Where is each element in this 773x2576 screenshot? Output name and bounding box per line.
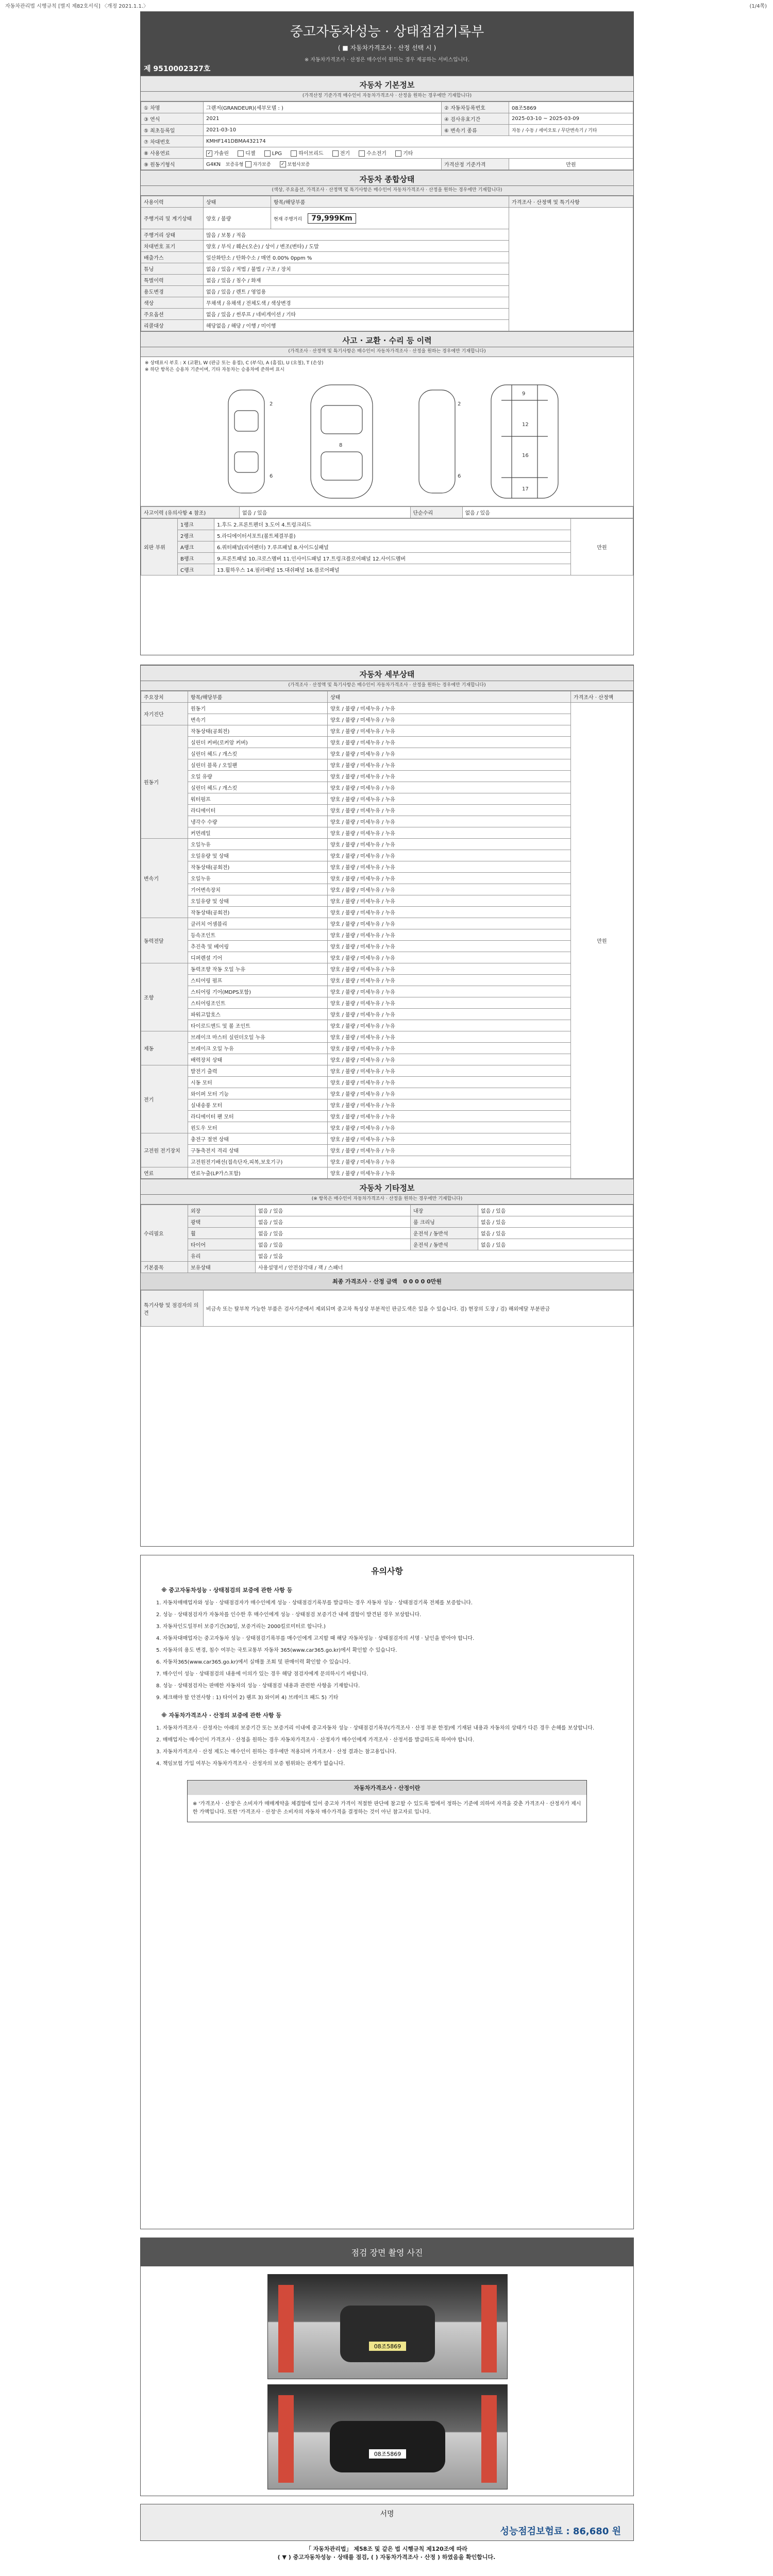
notice-list-2 [141, 1724, 633, 1768]
notice-item: 3. 자동차인도일부터 보증기간(30일, 보증거리는 2000킬로미터로 합니다.) [156, 1624, 326, 1630]
detail-item-label: 디퍼렌셜 기어 [188, 952, 328, 963]
special-notes-table [141, 1290, 633, 1327]
detail-item-label: 스티어링조인트 [188, 997, 328, 1009]
checkbox-icon [238, 150, 244, 157]
inspection-period-value: 2025-03-10 ~ 2025-03-09 [509, 113, 633, 125]
legal-footer: 「 자동차관리법」 제58조 및 같은 법 시행규칙 제120조에 따라 ( ▼ ) 중고자동차성능 · 상태를 점검, ( ) 자동차가격조사 · 산정 ) 하였음을 확인합니다. [277, 2546, 496, 2561]
svg-text:8: 8 [339, 443, 343, 448]
overall-state-title: 자동차 종합상태 [141, 170, 633, 186]
odometer-label: 주행거리 및 계기상태 [141, 208, 204, 229]
option-cell[interactable]: 없음 / 있음 [478, 1216, 633, 1228]
detail-item-label: 작동상태(공회전) [188, 725, 328, 737]
repair-needed-label: 수리필요 [141, 1205, 188, 1262]
detail-item-label: 작동상태(공회전) [188, 861, 328, 873]
detail-item-label: 실린더 헤드 / 개스킷 [188, 782, 328, 793]
detail-item-state[interactable]: 양호 / 불량 / 미세누유 / 누유 [328, 725, 571, 737]
notice-item: 8. 성능 · 상태점검자는 판매한 자동차의 성능 · 상태점검 내용과 관련한 사항을 기재합니다. [156, 1683, 360, 1689]
detail-item-label: 시동 모터 [188, 1077, 328, 1088]
final-price-value: 0 0 0 0 0만원 [403, 1278, 442, 1285]
detail-item-label: 변속기 [188, 714, 328, 725]
basic-info-title: 자동차 기본정보 [141, 76, 633, 92]
detail-item-state[interactable]: 양호 / 불량 / 미세누유 / 누유 [328, 1020, 571, 1031]
rank-label: A랭크 [178, 541, 214, 553]
page-1 [140, 11, 634, 655]
form-reference: 자동차관리법 시행규칙 [별지 제82호서식] 〈개정 2021.1.1.〉 [5, 4, 149, 9]
notice-item: 4. 책임보험 가입 여부는 자동차가격조사 · 산정자의 보증 범위와는 관계가 없습니다. [156, 1761, 345, 1767]
final-price-row: 최종 가격조사 · 산정 금액 0 0 0 0 0만원 [141, 1273, 633, 1290]
accident-history-label: 사고이력 (유의사항 4 참조) [141, 507, 240, 518]
photos-title: 점검 장면 촬영 사진 [141, 2238, 633, 2266]
option-cell[interactable]: 없음 / 있음 [256, 1250, 633, 1262]
frame-rank-table [141, 518, 633, 575]
detail-item-label: 오일유량 및 상태 [188, 895, 328, 907]
inspection-photo-rear [267, 2384, 508, 2489]
plate-text: 08조5869 [374, 2343, 401, 2350]
rank-label: C랭크 [178, 564, 214, 575]
notice-list-1 [141, 1599, 633, 1702]
simple-repair-label: 단순수리 [410, 507, 462, 518]
detail-group-label: 원동기 [141, 725, 188, 839]
overall-row-options[interactable]: 일산화탄소 / 탄화수소 / 매연 0.00% 0ppm % [204, 252, 509, 263]
year-label: ③ 연식 [141, 113, 204, 125]
detail-item-state[interactable]: 양호 / 불량 / 미세누유 / 누유 [328, 1077, 571, 1088]
notice-item: 6. 자동차365(www.car365.go.kr)에서 실매물 조회 및 판매이력 확인할 수 있습니다. [156, 1659, 351, 1665]
detail-item-state[interactable]: 양호 / 불량 / 미세누유 / 누유 [328, 975, 571, 986]
checkbox-icon [395, 150, 401, 157]
plate-text: 08조5869 [374, 2451, 401, 2458]
fuel-option[interactable]: 전기 [332, 149, 350, 157]
document-note: ※ 자동차가격조사 · 산정은 매수인이 원하는 경우 제공하는 서비스입니다. [304, 57, 470, 63]
rank-parts: 9.프론트패널 10.크로스멤버 11.인사이드패널 17.트렁크플로어패널 12.사이드멤버 [214, 553, 571, 564]
notice-item: 4. 자동차대매업자는 중고자동차 성능 · 상태점검기록부를 매수인에게 고지할 때 해당 자동차성능 · 상태점검자의 서명 · 날인을 받아야 합니다. [156, 1636, 475, 1641]
insurance-fee: 성능점검보험료 : 86,680 원 [500, 2526, 621, 2537]
notice-item: 2. 성능 · 상태점검자가 자동차를 인수한 후 매수인에게 성능 · 상태점검 보증기간 내에 결함이 발견된 경우 보상합니다. [156, 1612, 422, 1618]
detail-item-state[interactable]: 양호 / 불량 / 미세누유 / 누유 [328, 861, 571, 873]
overall-row-label: 주행거리 상태 [141, 229, 204, 241]
plate-value: 08조5869 [509, 102, 633, 113]
price-explain-text: ※ '가격조사 · 산정'은 소비자가 매매계약을 체결함에 있어 중고차 가격이 적절한 판단에 참고할 수 있도록 법에서 정하는 기준에 의하여 자격을 갖춘 가격조사 · 산정자가 제시한 가액입니다. 또한 '가격조사 · 산정'은 소비자의 자동차 매수가격을 결정하는 것이 아닌 참고자료 입니다. [193, 1801, 581, 1815]
col-state: 상태 [204, 196, 271, 208]
vin-label: ⑦ 차대번호 [141, 136, 204, 147]
detail-item-state[interactable]: 양호 / 불량 / 미세누유 / 누유 [328, 1145, 571, 1156]
detail-item-label: 배력장치 상태 [188, 1054, 328, 1065]
transmission-label: ⑥ 변속기 종류 [442, 125, 509, 136]
notice-title: 유의사항 [371, 1566, 403, 1576]
detail-item-label: 기어변속장치 [188, 884, 328, 895]
inspection-period-label: ④ 검사유효기간 [442, 113, 509, 125]
detail-item-state[interactable]: 양호 / 불량 / 미세누유 / 누유 [328, 714, 571, 725]
fuel-option[interactable]: LPG [264, 150, 282, 157]
accident-title: 사고 · 교환 · 수리 등 이력 [141, 331, 633, 347]
col-item: 항목/해당부품 [188, 691, 328, 703]
document-title: 중고자동차성능 · 상태점검기록부 [290, 24, 484, 40]
overall-row-options[interactable]: 없음 / 있음 / 적법 / 불법 / 구조 / 장치 [204, 263, 509, 275]
special-notes-label: 특기사항 및 점검자의 의견 [141, 1291, 204, 1327]
col-main-device: 주요장치 [141, 691, 188, 703]
detail-item-state[interactable]: 양호 / 불량 / 미세누유 / 누유 [328, 793, 571, 805]
option-cell[interactable]: 없음 / 있음 [256, 1239, 411, 1250]
page-2 [140, 665, 634, 1547]
checkbox-icon [291, 150, 297, 157]
notice-heading-2: ※ 자동차가격조사 · 산정의 보증에 관한 사항 등 [161, 1712, 281, 1719]
detail-item-label: 실린더 블록 / 오일팬 [188, 759, 328, 771]
detail-item-label: 연료누출(LP가스포함) [188, 1167, 328, 1179]
overall-row-label: 특별이력 [141, 275, 204, 286]
rank-label: 1랭크 [178, 519, 214, 530]
accident-table [141, 506, 633, 518]
detail-group-label: 연료 [141, 1167, 188, 1179]
detail-item-label: 실린더 커버(로커암 커버) [188, 737, 328, 748]
svg-text:2: 2 [270, 401, 273, 407]
detail-item-state[interactable]: 양호 / 불량 / 미세누유 / 누유 [328, 1156, 571, 1167]
detail-item-state[interactable]: 양호 / 불량 / 미세누유 / 누유 [328, 952, 571, 963]
simple-repair-options[interactable]: 없음 / 있음 [462, 507, 633, 518]
detail-item-state[interactable]: 양호 / 불량 / 미세누유 / 누유 [328, 941, 571, 952]
detail-item-state[interactable]: 양호 / 불량 / 미세누유 / 누유 [328, 703, 571, 714]
detail-table [141, 691, 633, 1179]
svg-text:17: 17 [522, 486, 529, 492]
special-notes-text: 비금속 또는 탈부착 가능한 부품은 검사기준에서 제외되며 중고차 특성상 부분적인 판금도색은 있을 수 있습니다. 검) 현장의 도장 / 검) 해외에달 부분판금 [204, 1291, 633, 1327]
accident-legend: ※ 상태표시 부호 : X (교환), W (판금 또는 용접), C (부식), A (흠집), U (요철), T (손상) ※ 하단 항목은 승용차 기준이며, 기타 자동차는 승용차에 준하여 표시 [145, 361, 324, 372]
detail-item-state[interactable]: 양호 / 불량 / 미세누유 / 누유 [328, 1009, 571, 1020]
inspection-photo-front [267, 2274, 508, 2379]
overall-row-options[interactable]: 해당없음 / 해당 / 이행 / 미이행 [204, 320, 509, 331]
detail-item-state[interactable]: 양호 / 불량 / 미세누유 / 누유 [328, 963, 571, 975]
detail-item-label: 커먼레일 [188, 827, 328, 839]
form-header-line [0, 0, 773, 9]
detail-item-label: 브레이크 마스터 실린더오일 누유 [188, 1031, 328, 1043]
accident-history-options[interactable]: 없음 / 있음 [240, 507, 411, 518]
svg-text:16: 16 [522, 453, 529, 459]
fuel-option[interactable]: 하이브리드 [291, 149, 323, 157]
svg-text:2: 2 [458, 401, 461, 407]
detail-price-cell: 만원 [571, 703, 633, 1179]
detail-item-state[interactable]: 양호 / 불량 / 미세누유 / 누유 [328, 918, 571, 929]
overall-row-options[interactable]: 없음 / 있음 / 침수 / 화재 [204, 275, 509, 286]
detail-item-state[interactable]: 양호 / 불량 / 미세누유 / 누유 [328, 1122, 571, 1133]
detail-item-state[interactable]: 양호 / 불량 / 미세누유 / 누유 [328, 816, 571, 827]
base-price-label: 가격산정 기준가격 [442, 159, 509, 170]
car-diagram [141, 375, 633, 506]
svg-text:12: 12 [522, 422, 529, 428]
outer-panel-label: 외판 부위 [141, 519, 178, 575]
detail-group-label: 조향 [141, 963, 188, 1031]
other-info-note: (※ 항목은 매수인이 자동차가격조사 · 산정을 원하는 경우에만 기재합니다) [141, 1195, 633, 1205]
detail-item-state[interactable]: 양호 / 불량 / 미세누유 / 누유 [328, 839, 571, 850]
detail-item-label: 윈도우 모터 [188, 1122, 328, 1133]
detail-item-state[interactable]: 양호 / 불량 / 미세누유 / 누유 [328, 782, 571, 793]
detail-item-label: 발전기 출력 [188, 1065, 328, 1077]
accident-price-cell: 만원 [571, 519, 633, 575]
odometer-value: 79,999Km [308, 213, 356, 224]
odometer-state[interactable]: 양호 / 불량 [204, 208, 271, 229]
detail-item-state[interactable]: 양호 / 불량 / 미세누유 / 누유 [328, 759, 571, 771]
notice-heading-1: ※ 중고자동차성능 · 상태점검의 보증에 관한 사항 등 [161, 1587, 293, 1594]
detail-group-label: 제동 [141, 1031, 188, 1065]
detail-group-label: 고전원 전기장치 [141, 1133, 188, 1167]
detail-group-label: 자기진단 [141, 703, 188, 725]
detail-item-label: 실내송풍 모터 [188, 1099, 328, 1111]
option-cell[interactable]: 없음 / 있음 [256, 1205, 411, 1216]
detail-item-state[interactable]: 양호 / 불량 / 미세누유 / 누유 [328, 1133, 571, 1145]
checkbox-icon [359, 150, 365, 157]
car-outline-diagram [141, 375, 633, 506]
svg-text:6: 6 [270, 473, 273, 479]
detail-item-label: 라디에이터 팬 모터 [188, 1111, 328, 1122]
detail-item-label: 냉각수 수량 [188, 816, 328, 827]
detail-item-state[interactable]: 양호 / 불량 / 미세누유 / 누유 [328, 737, 571, 748]
detail-item-state[interactable]: 양호 / 불량 / 미세누유 / 누유 [328, 1065, 571, 1077]
detail-item-state[interactable]: 양호 / 불량 / 미세누유 / 누유 [328, 986, 571, 997]
option-cell[interactable]: 없음 / 있음 [478, 1239, 633, 1250]
overall-row-label: 리콜대상 [141, 320, 204, 331]
detail-item-label: 동력조향 작동 오일 누유 [188, 963, 328, 975]
detail-item-label: 와이퍼 모터 기능 [188, 1088, 328, 1099]
overall-row-label: 튜닝 [141, 263, 204, 275]
detail-item-label: 작동상태(공회전) [188, 907, 328, 918]
document-header [141, 12, 633, 76]
plate-label: ② 자동차등록번호 [442, 102, 509, 113]
checkbox-icon [264, 150, 271, 157]
document-number: 제 9510002327호 [144, 65, 211, 73]
notice-item: 2. 매매업자는 매수인이 가격조사 · 산정을 원하는 경우 자동차가격조사 · 산정자가 매수인에게 가격조사 · 산정서를 발급하도록 하여야 합니다. [156, 1737, 475, 1743]
detail-item-label: 워터펌프 [188, 793, 328, 805]
detail-item-label: 타이로드엔드 및 볼 조인트 [188, 1020, 328, 1031]
checkbox-checked-icon: ✓ [280, 161, 286, 167]
overall-row-label: 용도변경 [141, 286, 204, 297]
col-item: 항목/해당부품 [271, 196, 509, 208]
car-name-label: ① 차명 [141, 102, 204, 113]
detail-item-label: 실린더 헤드 / 개스킷 [188, 748, 328, 759]
detail-item-label: 오일누유 [188, 873, 328, 884]
base-price-unit: 만원 [509, 159, 633, 170]
engine-type-label: ⑨ 원동기형식 [141, 159, 204, 170]
detail-item-label: 원동기 [188, 703, 328, 714]
price-explain-box [187, 1780, 587, 1822]
overall-row-options[interactable]: 양호 / 부식 / 훼손(오손) / 상이 / 변조(변타) / 도말 [204, 241, 509, 252]
notice-item: 7. 매수인이 성능 · 상태점검의 내용에 이의가 있는 경우 해당 점검자에게 문의하시기 바랍니다. [156, 1671, 368, 1677]
checkbox-icon [332, 150, 339, 157]
overall-row-label: 색상 [141, 297, 204, 309]
detail-item-label: 추진축 및 베어링 [188, 941, 328, 952]
col-price: 가격조사 · 산정액 [571, 691, 633, 703]
detail-item-label: 고전원전기배선(접속단자,피복,보호기구) [188, 1156, 328, 1167]
overall-row-options[interactable]: 없음 / 있음 / 렌트 / 영업용 [204, 286, 509, 297]
other-info-title: 자동차 기타정보 [141, 1179, 633, 1195]
detail-item-state[interactable]: 양호 / 불량 / 미세누유 / 누유 [328, 1054, 571, 1065]
detail-item-state[interactable]: 양호 / 불량 / 미세누유 / 누유 [328, 873, 571, 884]
detail-item-state[interactable]: 양호 / 불량 / 미세누유 / 누유 [328, 997, 571, 1009]
basic-info-table [141, 101, 633, 170]
detail-group-label: 변속기 [141, 839, 188, 918]
vin-value: KMHF141DBMA432174 [204, 136, 633, 147]
fuel-option[interactable]: 기타 [395, 149, 413, 157]
col-price: 가격조사 · 산정액 및 특기사항 [509, 196, 633, 208]
detail-item-label: 오일유량 및 상태 [188, 850, 328, 861]
option-cell[interactable]: 없음 / 있음 [256, 1228, 411, 1239]
fuel-options [204, 147, 633, 159]
overall-state-table [141, 196, 633, 331]
rank-parts: 13.휠하우스 14.필러패널 15.대쉬패널 16.플로어패널 [214, 564, 571, 575]
option-cell[interactable]: 없음 / 있음 [478, 1205, 633, 1216]
overall-row-label: 주요옵션 [141, 309, 204, 320]
rank-label: 2랭크 [178, 530, 214, 541]
detail-item-label: 충전구 절연 상태 [188, 1133, 328, 1145]
notice-item: 3. 자동차가격조사 · 산정 제도는 매수인이 원하는 경우에만 적용되며 가격조사 · 산정 결과는 참고용입니다. [156, 1749, 397, 1755]
overall-price-cell [509, 208, 633, 331]
signature-box [140, 2504, 634, 2541]
detail-item-state[interactable]: 양호 / 불량 / 미세누유 / 누유 [328, 1167, 571, 1179]
document-subtitle: ( ■ 자동차가격조사 · 산정 선택 시 ) [338, 44, 436, 52]
detail-item-state[interactable]: 양호 / 불량 / 미세누유 / 누유 [328, 850, 571, 861]
fuel-option[interactable]: 디젤 [238, 149, 255, 157]
detail-item-state[interactable]: 양호 / 불량 / 미세누유 / 누유 [328, 1111, 571, 1122]
detail-item-state[interactable]: 양호 / 불량 / 미세누유 / 누유 [328, 1088, 571, 1099]
detail-item-state[interactable]: 양호 / 불량 / 미세누유 / 누유 [328, 771, 571, 782]
option-cell[interactable]: 없음 / 있음 [478, 1228, 633, 1239]
notice-item: 1. 자동차가격조사 · 산정자는 아래의 보증기간 또는 보증거리 이내에 중고자동차 성능 · 상태점검기록부(가격조사 · 산정 부분 한정)에 기재된 내용과 자동차의 상태가 다른 경우 손해를 보상합니다. [156, 1725, 595, 1731]
warranty-option[interactable]: 자가보증 [245, 161, 271, 168]
year-value: 2021 [204, 113, 442, 125]
detail-item-state[interactable]: 양호 / 불량 / 미세누유 / 누유 [328, 1031, 571, 1043]
col-state: 상태 [328, 691, 571, 703]
engine-type-value: G4KN 보증유형 자가보증 ✓ 보험사보증 [204, 159, 442, 170]
detail-item-label: 파워고압호스 [188, 1009, 328, 1020]
detail-item-state[interactable]: 양호 / 불량 / 미세누유 / 누유 [328, 929, 571, 941]
detail-group-label: 전기 [141, 1065, 188, 1133]
rank-label: B랭크 [178, 553, 214, 564]
detail-item-label: 브레이크 오일 누유 [188, 1043, 328, 1054]
rank-parts: 6.쿼터패널(리어펜더) 7.루프패널 8.사이드실패널 [214, 541, 571, 553]
checkbox-icon [245, 161, 251, 167]
basic-info-note: (가격산정 기준가격 매수인이 자동차가격조사 · 산정을 원하는 경우에만 기재합니다) [141, 92, 633, 101]
rank-parts: 1.후드 2.프론트펜더 3.도어 4.트렁크리드 [214, 519, 571, 530]
notice-item: 5. 자동차의 용도 변경, 침수 여부는 국토교통부 자동차 365(www.car365.go.kr)에서 확인할 수 있습니다. [156, 1648, 397, 1653]
detail-item-state[interactable]: 양호 / 불량 / 미세누유 / 누유 [328, 1043, 571, 1054]
fuel-option[interactable]: 수소전기 [359, 149, 386, 157]
fuel-option[interactable]: ✓ 가솔린 [206, 149, 229, 157]
option-cell[interactable]: 없음 / 있음 [256, 1216, 411, 1228]
col-history: 사용이력 [141, 196, 204, 208]
transmission-value: 자동 / 수동 / 세미오토 / 무단변속기 / 기타 [509, 125, 633, 136]
detail-item-label: 구동축전지 격리 상태 [188, 1145, 328, 1156]
detail-item-state[interactable]: 양호 / 불량 / 미세누유 / 누유 [328, 748, 571, 759]
inspection-photos [140, 2238, 634, 2496]
detail-note: (가격조사 · 산정액 및 특기사항은 매수인이 자동차가격조사 · 산정을 원하는 경우에만 기재합니다) [141, 681, 633, 691]
rank-parts: 5.라디에이터서포트(볼트체결부품) [214, 530, 571, 541]
notice-item: 9. 체크해야 할 안전사항 : 1) 타이어 2) 램프 3) 와이퍼 4) 브레이크 패드 5) 기타 [156, 1695, 339, 1701]
price-explain-title: 자동차가격조사 · 산정이란 [188, 1781, 586, 1795]
car-name-value: 그랜저(GRANDEUR)(세부모델 : ) [204, 102, 442, 113]
svg-text:6: 6 [458, 473, 461, 479]
overall-state-note: (색상, 주요옵션, 가격조사 · 산정액 및 특기사항은 매수인이 자동차가격조사 · 산정을 원하는 경우에만 기재합니다) [141, 186, 633, 196]
odometer-value-cell: 현재 주행거리 79,999Km [271, 208, 509, 229]
overall-row-options[interactable]: 없음 / 있음 / 썬루프 / 네비게이션 / 기타 [204, 309, 509, 320]
detail-title: 자동차 세부상태 [141, 665, 633, 681]
first-registration-value: 2021-03-10 [204, 125, 442, 136]
notice-item: 1. 자동차매매업자와 성능 · 상태점검자가 매수인에게 성능 · 상태점검기록부를 발급하는 경우 자동차 성능 · 상태점검기록 전체를 보증합니다. [156, 1600, 473, 1606]
detail-item-state[interactable]: 양호 / 불량 / 미세누유 / 누유 [328, 907, 571, 918]
overall-row-label: 차대번호 표기 [141, 241, 204, 252]
overall-row-options[interactable]: 무채색 / 유채색 / 전체도색 / 색상변경 [204, 297, 509, 309]
basic-items-options[interactable]: 사용설명서 / 안전삼각대 / 잭 / 스패너 [256, 1262, 633, 1273]
detail-item-label: 스티어링 펌프 [188, 975, 328, 986]
detail-item-state[interactable]: 양호 / 불량 / 미세누유 / 누유 [328, 884, 571, 895]
notice-page [140, 1555, 634, 2229]
basic-items-label: 기본품목 [141, 1262, 188, 1273]
detail-item-state[interactable]: 양호 / 불량 / 미세누유 / 누유 [328, 1099, 571, 1111]
checkbox-checked-icon: ✓ [206, 150, 212, 157]
detail-group-label: 동력전달 [141, 918, 188, 963]
detail-item-state[interactable]: 양호 / 불량 / 미세누유 / 누유 [328, 805, 571, 816]
overall-row-options[interactable]: 많음 / 보통 / 적음 [204, 229, 509, 241]
svg-text:9: 9 [522, 391, 526, 397]
detail-item-label: 라디에이터 [188, 805, 328, 816]
detail-item-label: 등속조인트 [188, 929, 328, 941]
fuel-label: ⑧ 사용연료 [141, 147, 204, 159]
first-registration-label: ⑤ 최초등록일 [141, 125, 204, 136]
detail-item-label: 오일누유 [188, 839, 328, 850]
overall-row-label: 배출가스 [141, 252, 204, 263]
detail-item-state[interactable]: 양호 / 불량 / 미세누유 / 누유 [328, 895, 571, 907]
accident-note: (가격조사 · 산정액 및 특기사항은 매수인이 자동차가격조사 · 산정을 원하는 경우에만 기재합니다) [141, 347, 633, 357]
detail-item-label: 스티어링 기어(MDPS포함) [188, 986, 328, 997]
detail-item-state[interactable]: 양호 / 불량 / 미세누유 / 누유 [328, 827, 571, 839]
signature-label: 서명 [380, 2510, 394, 2518]
detail-item-label: 클러치 어셈블리 [188, 918, 328, 929]
warranty-option[interactable]: ✓ 보험사보증 [280, 161, 310, 168]
detail-item-label: 오일 유량 [188, 771, 328, 782]
other-info-table: 수리필요 외장 없음 / 있음 내장 없음 / 있음 광택 없음 / 있음 룸 크리닝 없음 / 있음 휠 없음 / 있음 운전석 / 동반석 없음 / 있음 타이어 없음 / 있음 운전석 / 동반석 없음 / 있음 유리 없음 / 있음 기본품목 보유상태 사용설명서 / 안전삼각대 / 잭 / 스패너 [141, 1205, 633, 1273]
page-counter: (1/4쪽) [749, 4, 767, 9]
